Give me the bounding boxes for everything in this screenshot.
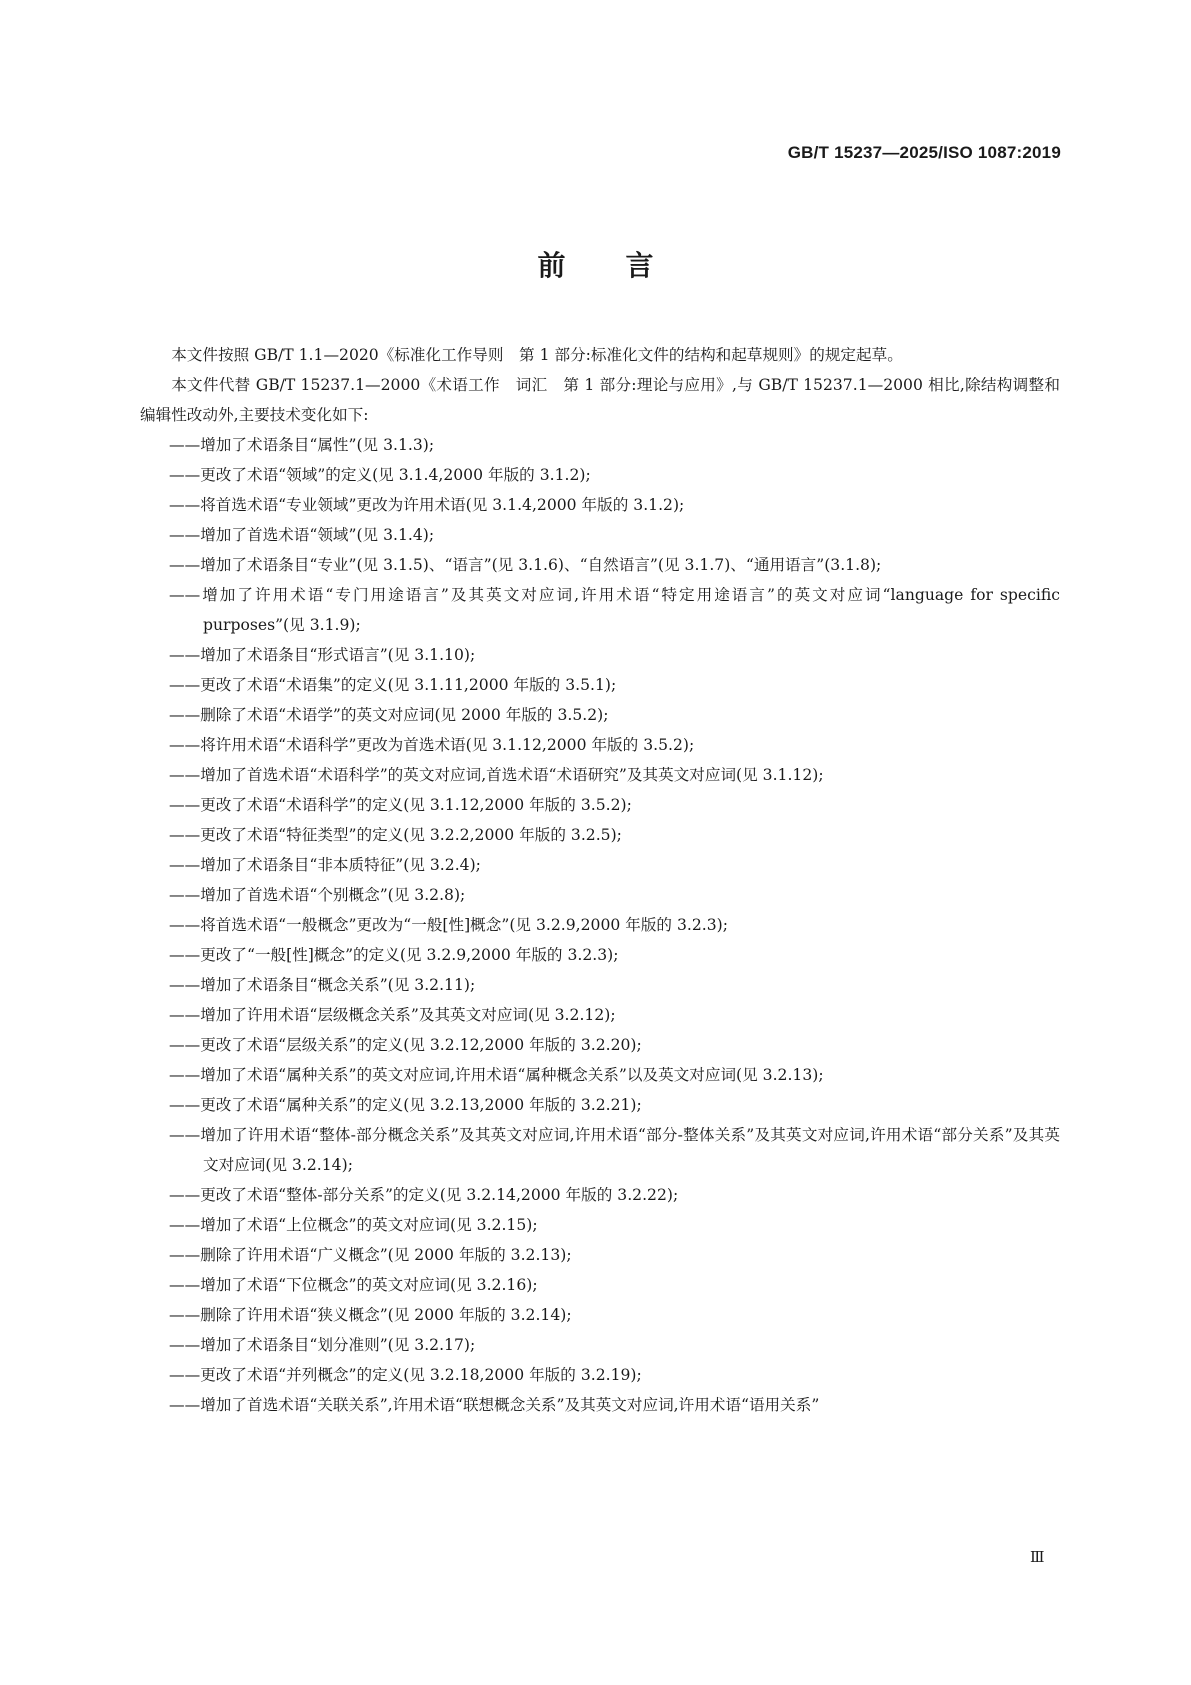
change-item: ——更改了术语“整体-部分关系”的定义(见 3.2.14,2000 年版的 3.2.22); (169, 1186, 679, 1204)
change-item: ——将许用术语“术语科学”更改为首选术语(见 3.1.12,2000 年版的 3.5.2); (169, 736, 695, 754)
change-item: ——删除了许用术语“狭义概念”(见 2000 年版的 3.2.14); (169, 1306, 572, 1324)
title-char-1: 前 (537, 249, 566, 282)
change-item: ——更改了术语“并列概念”的定义(见 3.2.18,2000 年版的 3.2.19); (169, 1366, 642, 1384)
change-item: ——更改了术语“领域”的定义(见 3.1.4,2000 年版的 3.1.2); (169, 466, 591, 484)
change-item: ——增加了首选术语“个别概念”(见 3.2.8); (169, 886, 466, 904)
change-item: ——将首选术语“一般概念”更改为“一般[性]概念”(见 3.2.9,2000 年版的 3.2.3); (169, 916, 728, 934)
change-list (140, 430, 1060, 1420)
change-item: ——更改了“一般[性]概念”的定义(见 3.2.9,2000 年版的 3.2.3); (169, 946, 619, 964)
change-item: ——增加了术语条目“划分准则”(见 3.2.17); (169, 1336, 476, 1354)
change-item: ——更改了术语“属种关系”的定义(见 3.2.13,2000 年版的 3.2.21); (169, 1096, 642, 1114)
change-item: ——增加了许用术语“层级概念关系”及其英文对应词(见 3.2.12); (169, 1006, 616, 1024)
change-item: ——增加了许用术语“整体-部分概念关系”及其英文对应词,许用术语“部分-整体关系”及其英文对应词,许用术语“部分关系”及其英文对应词(见 3.2.14); (169, 1126, 1060, 1174)
change-item: ——增加了术语条目“形式语言”(见 3.1.10); (169, 646, 476, 664)
document-body (140, 340, 1060, 1420)
change-item: ——更改了术语“术语科学”的定义(见 3.1.12,2000 年版的 3.5.2); (169, 796, 632, 814)
title-char-2: 言 (625, 249, 654, 282)
change-item: ——增加了术语条目“专业”(见 3.1.5)、“语言”(见 3.1.6)、“自然语言”(见 3.1.7)、“通用语言”(3.1.8); (169, 556, 882, 574)
paragraph-drafting-basis: 本文件按照 GB/T 1.1—2020《标准化工作导则 第 1 部分:标准化文件的结构和起草规则》的规定起草。 (171, 346, 903, 364)
change-item: ——更改了术语“术语集”的定义(见 3.1.11,2000 年版的 3.5.1); (169, 676, 617, 694)
change-item: ——增加了首选术语“关联关系”,许用术语“联想概念关系”及其英文对应词,许用术语“语用关系” (169, 1396, 820, 1414)
change-item: ——更改了术语“层级关系”的定义(见 3.2.12,2000 年版的 3.2.20); (169, 1036, 642, 1054)
change-item: ——增加了术语条目“属性”(见 3.1.3); (169, 436, 435, 454)
page-number: Ⅲ (1030, 1548, 1045, 1566)
change-item: ——增加了术语“下位概念”的英文对应词(见 3.2.16); (169, 1276, 538, 1294)
page-title (0, 244, 1191, 284)
change-item: ——增加了术语“属种关系”的英文对应词,许用术语“属种概念关系”以及英文对应词(见 3.2.13); (169, 1066, 824, 1084)
paragraph-replacement: 本文件代替 GB/T 15237.1—2000《术语工作 词汇 第 1 部分:理论与应用》,与 GB/T 15237.1—2000 相比,除结构调整和编辑性改动外,主要技术变化如下: (140, 376, 1060, 424)
change-item: ——删除了术语“术语学”的英文对应词(见 2000 年版的 3.5.2); (169, 706, 609, 724)
change-item: ——增加了首选术语“领域”(见 3.1.4); (169, 526, 435, 544)
change-item: ——增加了术语“上位概念”的英文对应词(见 3.2.15); (169, 1216, 538, 1234)
change-item: ——增加了首选术语“术语科学”的英文对应词,首选术语“术语研究”及其英文对应词(见 3.1.12); (169, 766, 824, 784)
change-item: ——将首选术语“专业领域”更改为许用术语(见 3.1.4,2000 年版的 3.1.2); (169, 496, 685, 514)
change-item: ——更改了术语“特征类型”的定义(见 3.2.2,2000 年版的 3.2.5); (169, 826, 622, 844)
change-item: ——增加了术语条目“概念关系”(见 3.2.11); (169, 976, 476, 994)
standard-code: GB/T 15237—2025/ISO 1087:2019 (787, 143, 1061, 162)
change-item: ——删除了许用术语“广义概念”(见 2000 年版的 3.2.13); (169, 1246, 572, 1264)
change-item: ——增加了术语条目“非本质特征”(见 3.2.4); (169, 856, 481, 874)
change-item: ——增加了许用术语“专门用途语言”及其英文对应词,许用术语“特定用途语言”的英文对应词“language for specific purposes”(见 3.1.9); (169, 586, 1060, 634)
